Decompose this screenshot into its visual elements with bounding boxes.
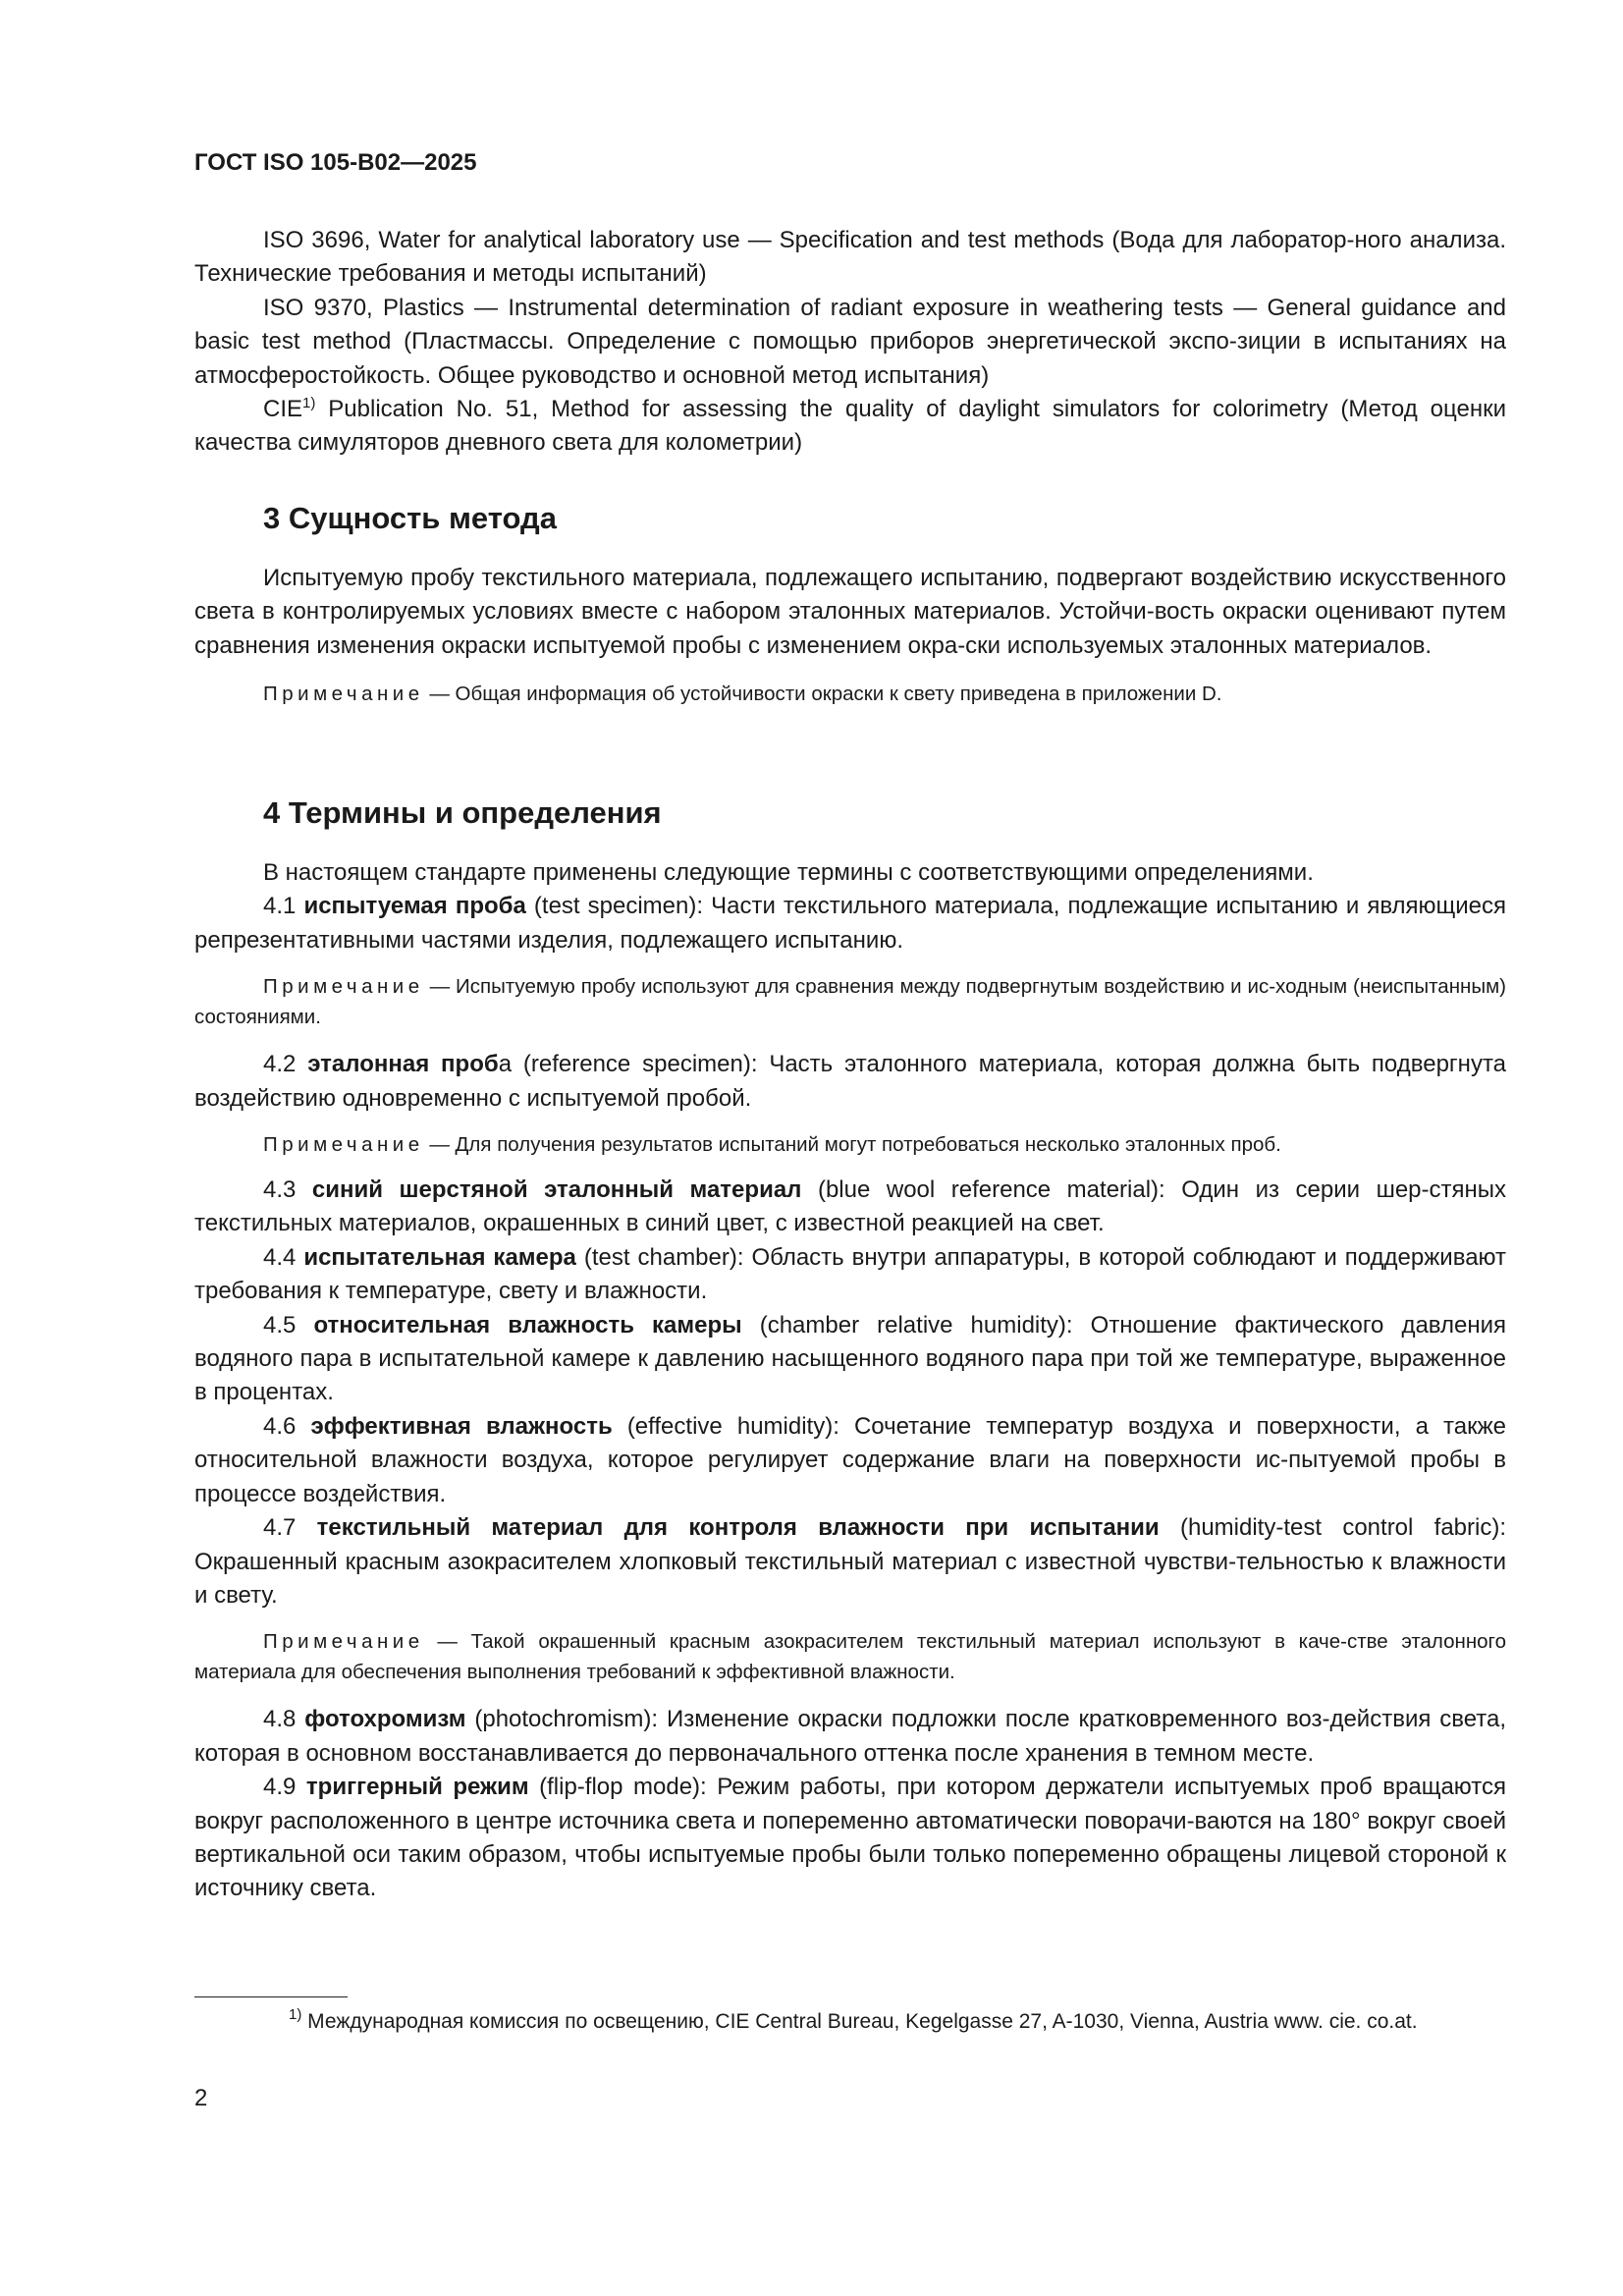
term-definition: (effective humidity): Сочетание температур воздуха и поверхности, а также относительной влажности воздуха, которое регулирует содержание влаги на поверхности ис-пытуемой пробы в процессе воздействия.	[194, 1412, 1506, 1507]
cie-prefix: CIE	[263, 396, 303, 423]
section-4-content	[194, 856, 1506, 1906]
footnote-ref: 1)	[302, 395, 316, 412]
term-definition: (test specimen): Части текстильного материала, подлежащие испытанию и являющиеся репрезентативными частями изделия, подлежащего испытанию.	[194, 893, 1507, 954]
term-4-1	[194, 890, 1506, 957]
term-definition: (flip-flop mode): Режим работы, при котором держатели испытуемых проб вращаются вокруг расположенного в центре источника света и попеременно автоматически поворачи-ваются на 180° вокруг своей вертикальной оси таким образом, чтобы испытуемые пробы были только попеременно обращены лицевой стороной к источнику света.	[194, 1774, 1506, 1902]
footnote-separator	[194, 1996, 348, 1997]
term-4-7	[194, 1511, 1506, 1613]
term-4-6	[194, 1410, 1506, 1511]
term-definition: (chamber relative humidity): Отношение фактического давления водяного пара в испытательной камере к давлению насыщенного водяного пара при той же температуре, выраженное в процентах.	[194, 1311, 1507, 1406]
note-label: Примечание	[263, 683, 424, 706]
cie-text: Publication No. 51, Method for assessing the quality of daylight simulators for colorimetry (Метод оценки качества симуляторов дневного света для колометрии)	[194, 396, 1506, 457]
note-text: — Общая информация об устойчивости окраски к свету приведена в приложении D.	[423, 683, 1222, 706]
note-text: — Для получения результатов испытаний могут потребоваться несколько эталонных проб.	[423, 1133, 1281, 1157]
section-3-content	[194, 562, 1506, 709]
section-3-note	[194, 679, 1506, 709]
note-4-2	[194, 1129, 1506, 1160]
section-3	[194, 501, 1506, 536]
term-number: 4.8	[263, 1706, 305, 1733]
term-name: текстильный материал для контроля влажности при испытании	[316, 1514, 1160, 1542]
section-4	[194, 795, 1506, 831]
section-4-heading: 4 Термины и определения	[263, 795, 662, 830]
term-name: испытательная камера	[303, 1243, 576, 1271]
term-name-tail: а	[498, 1051, 513, 1078]
term-number: 4.3	[263, 1176, 312, 1204]
term-definition: (test chamber): Область внутри аппаратуры, в которой соблюдают и поддерживают требования к температуре, свету и влажности.	[194, 1243, 1507, 1305]
term-number: 4.2	[263, 1051, 308, 1078]
term-number: 4.1	[263, 893, 304, 920]
term-definition: (blue wool reference material): Один из серии шер-стяных текстильных материалов, окрашенных в синий цвет, с известной реакцией на свет.	[194, 1176, 1507, 1237]
term-4-3	[194, 1174, 1506, 1241]
note-text: — Испытуемую пробу используют для сравнения между подвергнутым воздействию и ис-ходным (неиспытанным) состояниями.	[194, 975, 1506, 1029]
term-name: эффективная влажность	[310, 1412, 613, 1440]
term-number: 4.4	[263, 1243, 304, 1271]
note-label: Примечание	[263, 1630, 424, 1654]
note-label: Примечание	[263, 975, 424, 999]
term-name: относительная влажность камеры	[313, 1311, 742, 1339]
term-4-8	[194, 1703, 1506, 1771]
reference-cie	[194, 393, 1506, 461]
term-number: 4.5	[263, 1311, 314, 1339]
term-definition: (reference specimen): Часть эталонного материала, которая должна быть подвергнута воздействию одновременно с испытуемой пробой.	[194, 1051, 1507, 1112]
term-number: 4.7	[263, 1514, 317, 1542]
section-3-heading: 3 Сущность метода	[263, 501, 557, 535]
term-definition: (photochromism): Изменение окраски подложки после кратковременного воз-действия света, которая в основном восстанавливается до первоначального оттенка после хранения в темном месте.	[194, 1706, 1507, 1767]
term-name: испытуемая проба	[303, 893, 526, 920]
document-header: ГОСТ ISO 105-B02—2025	[194, 149, 477, 176]
term-4-2	[194, 1048, 1506, 1116]
note-4-7	[194, 1626, 1506, 1687]
term-name: эталонная проб	[307, 1051, 499, 1078]
term-definition: (humidity-test control fabric): Окрашенный красным азокрасителем хлопковый текстильный материал с известной чувстви-тельностью к влажности и свету.	[194, 1514, 1507, 1609]
note-text: — Такой окрашенный красным азокрасителем текстильный материал используют в каче-стве эталонного материала для обеспечения выполнения требований к эффективной влажности.	[194, 1630, 1506, 1684]
term-4-9	[194, 1771, 1506, 1906]
term-number: 4.9	[263, 1774, 306, 1801]
section-4-intro: В настоящем стандарте применены следующие термины с соответствующими определениями.	[263, 859, 1314, 886]
footnote	[194, 2006, 1506, 2037]
reference-iso3696: ISO 3696, Water for analytical laboratory use — Specification and test methods (Вода для лаборатор-ного анализа. Технические требования и методы испытаний)	[194, 227, 1506, 288]
footnote-marker: 1)	[289, 2006, 302, 2023]
term-4-4	[194, 1241, 1506, 1309]
term-4-5	[194, 1309, 1506, 1410]
reference-iso9370: ISO 9370, Plastics — Instrumental determination of radiant exposure in weathering tests — General guidance and basic test method (Пластмассы. Определение с помощью приборов энергетической экспо-зиции в испытаниях на атмосферостойкость. Общее руководство и основной метод испытания)	[194, 294, 1506, 389]
note-label: Примечание	[263, 1133, 424, 1157]
reference-list	[194, 224, 1506, 461]
term-name: фотохромизм	[304, 1706, 466, 1733]
term-name: синий шерстяной эталонный материал	[311, 1176, 802, 1204]
footnote-text: Международная комиссия по освещению, CIE Central Bureau, Kegelgasse 27, A-1030, Vienna, Austria www. cie. co.at.	[301, 2010, 1418, 2033]
note-4-1	[194, 971, 1506, 1032]
section-3-body: Испытуемую пробу текстильного материала, подлежащего испытанию, подвергают воздействию искусственного света в контролируемых условиях вместе с набором эталонных материалов. Устойчи-вость окраски оценивают путем сравнения изменения окраски испытуемой пробы с изменением окра-ски используемых эталонных материалов.	[194, 565, 1506, 659]
term-name: триггерный режим	[305, 1774, 529, 1801]
term-number: 4.6	[263, 1412, 311, 1440]
page-number: 2	[194, 2085, 208, 2111]
